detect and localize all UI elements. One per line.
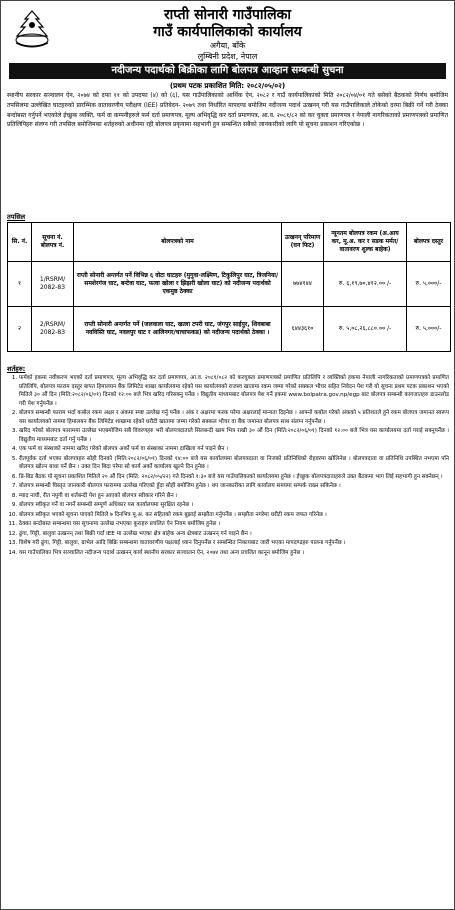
row-fee: रु. ५,०००/- [407, 262, 451, 307]
conditions-list [7, 374, 449, 904]
condition-item: 3. खरिद गरेको बोलपत्र फाराममा उल्लेख भएबमोजिम सबै विवरणहरु भरी बोलपत्रदाताले सिलबन्दी खाम भित्र राखी ३० औं दिन (मिति:२०८२/०६/०१) दिनको १२:०० बजे भित्र यस कार्यालयमा दर्ता गराई सक्नुपर्नेछ । विद्युतीय माध्यमबाट दर्ता गर्नु पर्नेछ । [19, 427, 449, 444]
row-volume: ६४४३६१० [282, 307, 324, 352]
row-notice-no: 2/RSRM/ 2082-83 [32, 307, 74, 352]
table-row [8, 262, 451, 307]
col-volume: उत्खनन् परिमाण (घन फिट) [282, 223, 324, 262]
row-sn: १ [8, 262, 32, 307]
condition-item: 7. बोलपत्र सम्बन्धी विस्तृत जानकारी बोलपत्र फाराममा उल्लेख गरिएको हुँदा सोही बमोजिम हुनेछ । थप जानकारीका लागि कार्यालय समयमा सम्पर्क राख्न सकिनेछ । [19, 482, 449, 491]
nepal-emblem-icon [9, 9, 55, 49]
condition-item: 10. बोलपत्र स्वीकृत भएको सूचना पाएको मितिले ७ दिनभित्र मू.अ. कर सहितको रकम बुझाई सम्झौता गर्नुपर्नेछ । सम्झौता नगरेमा धरौटी रकम जफत गरिनेछ । [19, 511, 449, 520]
notice-title: नदीजन्य पदार्थको बिक्रीका लागि बोलपत्र आव्हान सम्बन्धी सुचना [9, 63, 446, 79]
row-min-amount: रु. ६,१९,७०,४१२.०० /- [324, 262, 407, 307]
table-header-row [8, 223, 451, 262]
col-min-amount: न्यूनतम बोलपत्र रकम (अ.आय कर, मू.अ. कर र सडक मर्मत/वातावरण शुल्क बाहेक) [324, 223, 407, 262]
col-notice-no: सूचना नं. बोलपत्र नं. [32, 223, 74, 262]
row-min-amount: रु. ५,०८,२६,८८०.०० /- [324, 307, 407, 352]
intro-paragraph: स्थानीय सरकार सञ्चालन ऐन, २०७४ को दफा ११ को उपदफा (४) को (६), यस गाउँपालिकाको आर्थिक ऐन, २०८२ र गाउँ कार्यपालिकाको मिति २०८२/०४/०१ गते बसेको बैठकको निर्णय बमोजिम तपसिलमा उल्लेखित घाटहरुको प्रारम्भिक वातावरणीय परीक्षण (IEE) प्रतिवेदन- २०७९ तथा निर्धारित मापदण्ड बमोजिम नदीजन्य पदार्थ उत्खनन् गरी यस गाउँपालिकाले तोकेको दरमा बिक्री गर्ने गरी ठेक्का बन्दोबस्त गर्नुपर्ने भएकोले ईच्छुक व्यक्ति, फर्म वा कम्पनीहरुले फर्म दर्ता प्रमाणपत्र, मूल्य अभिवृद्धि कर दर्ता प्रमाणपत्र, आ.व. २०८१/८२ को कर चुक्ता प्रमाणपत्र र नेपाली नागरिकताको प्रमाणपत्रको प्रमाणित प्रतिलिपिहरु संलग्न गरी तपसिल बमोजिमका शर्तहरुको अधीनमा रही बोलपत्र प्रकृयामा सहभागी हुन सम्बन्धित सबैको जानकारीको लागि यो सूचना प्रकाशन गरिएकोछ । [7, 92, 448, 129]
conditions-heading: शर्तहरु: [7, 365, 26, 373]
condition-item: 5. रीतपूर्वक दर्ता भएका बोलपत्रहरु सोही दिनको (मिति:२०८२/०६/०१) दिनको १४:०० बजे यस कार्यालयमा बोलपत्रदाता वा निजको प्रतिनिधिको रोहवरमा खोलिनेछ । बोलपत्रदाता वा प्रतिनिधि उपस्थित नभएमा पनि बोलपत्र खोल्न बाधा पर्ने छैन । उक्त दिन बिदा परेमा सो कार्य अर्को कार्यालय खुल्ने दिन हुनेछ । [19, 455, 449, 472]
row-notice-no: 1/RSRM/ 2082-83 [32, 262, 74, 307]
row-bid-name: राप्ती सोनारी अन्तर्गत पर्ने (जलवाला घाट, खत्ला टपरी घाट, जंगपुर साईपुर, शिवबाबा नवविस्ति घाट, नवलपुर घाट र आलिनगर/चाचाफकड) को नदीजन्य पदार्थको ठेक्का । [74, 307, 282, 352]
bid-table [7, 222, 451, 352]
condition-item: 9. बोलपत्र स्वीकृत गर्ने वा नगर्ने सम्बन्धी सम्पूर्ण अधिकार यस कार्यालयमा सुरक्षित रहनेछ । [19, 501, 449, 510]
row-bid-name: राप्ती सोनारी अन्तर्गत पर्ने विभिन्न ६ वोटा घाटहरु (मुगुवा-लक्ष्मिण, टिकुलिपुर घाट, त्रिजनिया/समशेरगंज घाट, बन्टेवा घाट, फत्वा खोला र झिझरी खोला घाट) को नदीजन्य पदार्थको एकमुष्ठ ठेक्का [74, 262, 282, 307]
condition-item: 14. यस गाउँपालिका भित्र सञ्चालित नदीजन्य पदार्थ उत्खनन् कार्य स्थानीय सरकार सञ्चालन ऐन, २०७४ तथा अन्य प्रचलित कानून बमोजिम हुनेछ । [19, 549, 449, 558]
condition-item: 13. विशेष गरी ढुंगा, गिट्टी, बालुवा, ग्राभेल आदि बिक्रि सम्बन्धमा वातावरणीय पक्षलाई ध्यान दिनुपर्नेछ र सम्बन्धित निकायबाट जारी भएका मापदण्डहरु पालना गर्नुपर्नेछ । [19, 539, 449, 548]
col-bid-name: बोलपत्रको नाम [74, 223, 282, 262]
office-name: राप्ती सोनारी गाउँपालिका [163, 7, 292, 23]
condition-item: 2. बोलपत्र सम्बन्धी फाराम भर्दा कबोल रकम अक्षर र अंकमा स्पष्ट उल्लेख गर्नु पर्नेछ । अंक र अक्षरमा फरक परेमा अक्षरलाई मान्यता दिइनेछ । आफ्नो कबोल गरेको अंकको ५ प्रतिशतले हुने रकम बोलपत्र जमानत स्वरूप यस कार्यालयको नाममा हिमालयन बैंक लिमिटेड शाखामा रहेको धरौटी खातामा जम्मा गरेको सक्कल भौचर वा बैंक जमानत बोलपत्र साथ संलग्न गर्नुपर्नेछ । [19, 409, 449, 426]
row-volume: ७७४१४४ [282, 262, 324, 307]
condition-item: 12. ढुंगा, गिट्टी, बालुवा उत्खनन् तथा बिक्री गर्दा IEE मा उल्लेख भएका क्षेत्र बाहेक अन्य क्षेत्रबाट उत्खनन् गर्न पाइने छैन । [19, 530, 449, 539]
row-sn: २ [8, 307, 32, 352]
office-province: लुम्बिनी प्रदेश, नेपाल [197, 52, 258, 61]
office-address: अगैया, बाँके [209, 41, 246, 50]
condition-item: 4. एक फर्म वा संस्थाको नाममा खरिद गरेको बोलपत्र अर्को फर्म वा संस्थाका नाममा दाखिला गर्न पाइने छैन । [19, 445, 449, 454]
table-caption: तपसिल [7, 213, 26, 221]
office-subtitle: गाउँ कार्यपालिकाको कार्यालय [153, 24, 302, 40]
row-fee: रु. ५,०००/- [407, 307, 451, 352]
condition-item: 11. ठेक्का बन्दोबस्त सम्बन्धमा यस सूचनामा उल्लेख नभएका कुराहरु प्रचलित ऐन नियम बमोजिम हुनेछ । [19, 520, 449, 529]
col-fee: बोलपत्र दस्तुर [407, 223, 451, 262]
condition-item: 8. म्याद नाघी, रीत नपुगी वा शर्तबन्दी पेश हुन आएको बोलपत्र स्वीकार गरिने छैन । [19, 492, 449, 501]
condition-item: 6. प्रि-बिड बैठक यो सूचना प्रकाशित मितिले २० औं दिन (मिति: २०८२/०५/२२) गते दिनको १:३० बजे यस गाउँपालिकाको कार्यालयमा हुनेछ । ईच्छुक बोलपत्रदाताहरुले उक्त बैठकमा भाग लिई सहभागी हुन सक्नेछन् । [19, 473, 449, 482]
publish-date: (प्रथम पटक प्रकाशित मिति: २०८२/०५/०२) [169, 81, 286, 90]
col-sn: सि. नं. [8, 223, 32, 262]
table-row [8, 307, 451, 352]
condition-item: 1. फर्मको हकमा नवीकरण भएको दर्ता प्रमाणपत्र, मूल्य अभिवृद्धि कर दर्ता प्रमाणपत्र, आ.व. २०८१/०८२ को करचुक्ता प्रमाणपत्रको प्रमाणित प्रतिलिपि र व्यक्तिको हकमा नेपाली नागरिकताको प्रमाणपत्रको प्रमाणित प्रतिलिपि, बोलपत्र फाराम दस्तुर बापत हिमालयन बैंक लिमिटेड शाखा कार्यालयमा रहेको यस कार्यालयको राजस्व खातामा रकम जम्मा गरेको सक्कल भौचर सहित निवेदन पेश गरी यो सूचना प्रथम पटक प्रकाशन भएको मितिले ३० औं दिन (मिति:२०८२/०६/०१) दिनको १२:०० बजे भित्र खरिद गरिसक्नु पर्नेछ । विद्युतीय माध्यमबाट बोलपत्र पेश गर्ने हकमा www.bolpatra.gov.np/egp बाट बोलपत्र सम्बन्धी कागजातहरु डाउनलोड गरी पेश गर्नुपर्नेछ । [19, 374, 449, 408]
